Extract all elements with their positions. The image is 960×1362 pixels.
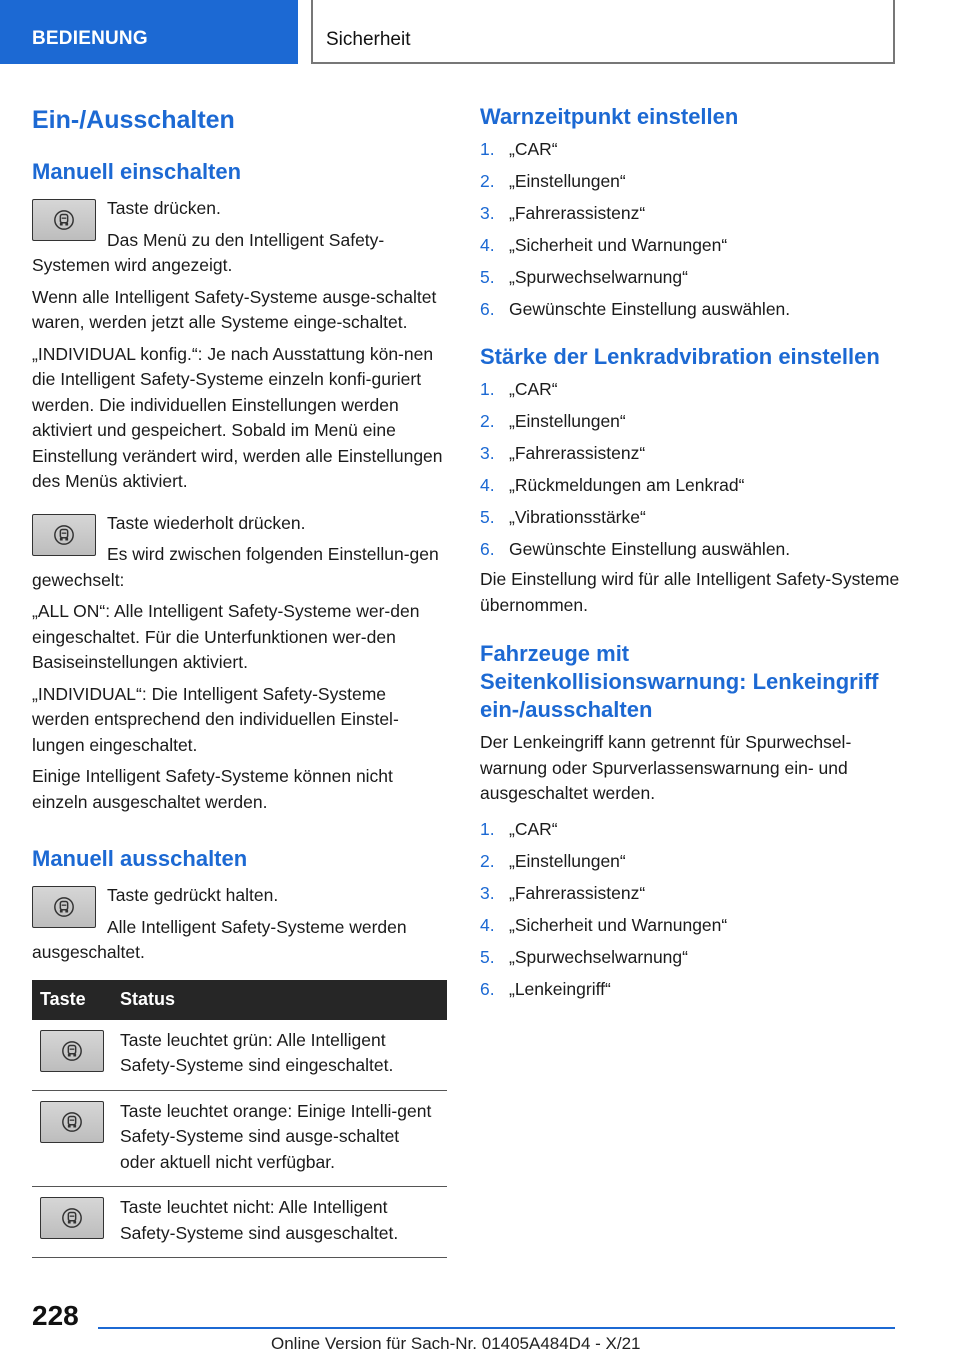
collision-steps: [480, 813, 900, 1005]
column-header: Status: [120, 989, 176, 1009]
car-shield-icon: [40, 1197, 104, 1239]
list-item: 4. „Sicherheit und Warnungen“: [480, 235, 728, 255]
list-item: 1. „CAR“: [480, 139, 558, 159]
page-number: 228: [32, 1300, 79, 1331]
paragraph: Einige Intelligent Safety-Systeme können nicht einzeln ausgeschaltet werden.: [32, 766, 393, 812]
list-item: 3. „Fahrerassistenz“: [480, 882, 646, 903]
footer-version-text: Online Version für Sach-Nr. 01405A484D4 - X/21: [271, 1334, 641, 1353]
list-item: 2. „Einstellungen“: [480, 850, 626, 871]
list-item: 3. „Fahrerassistenz“: [480, 203, 646, 223]
paragraph: Der Lenkeingriff kann getrennt für Spurwechsel-warnung oder Spurverlassenswarnung ein- und ausgeschaltet werden.: [480, 732, 852, 803]
list-item: 1. „CAR“: [480, 818, 558, 839]
paragraph: Alle Intelligent Safety-Systeme werden ausgeschaltet.: [32, 916, 407, 962]
vibration-heading: Stärke der Lenkradvibration einstellen: [480, 344, 880, 369]
chapter-tab: [311, 0, 895, 64]
paragraph: Taste wiederholt drücken.: [107, 512, 306, 533]
list-item: 3. „Fahrerassistenz“: [480, 443, 646, 463]
table-row: [32, 1187, 447, 1258]
right-column: [480, 100, 900, 1005]
column-header: Taste: [40, 989, 86, 1009]
car-shield-icon: [32, 886, 96, 928]
paragraph: Taste drücken.: [107, 198, 221, 218]
page-footer: [0, 1290, 960, 1362]
car-shield-icon: [40, 1030, 104, 1072]
collision-heading: Fahrzeuge mit Seitenkollisionswarnung: Lenkeingriff ein-/ausschalten: [480, 641, 879, 722]
list-item: 1. „CAR“: [480, 379, 558, 399]
list-item: 5. „Spurwechselwarnung“: [480, 267, 688, 287]
paragraph: „ALL ON“: Alle Intelligent Safety-Systeme wer-den eingeschaltet. Für die Unterfunktionen wer-den Basiseinstellungen aktiviert.: [32, 601, 420, 672]
paragraph: Taste gedrückt halten.: [107, 885, 279, 905]
manual-off-heading: Manuell ausschalten: [32, 846, 248, 871]
status-cell: Taste leuchtet nicht: Alle Intelligent Safety-Systeme sind ausgeschaltet.: [112, 1187, 447, 1258]
list-item: 6. Gewünschte Einstellung auswählen.: [480, 299, 791, 319]
status-table: [32, 980, 447, 1259]
section-tab: [0, 0, 298, 64]
footer-divider: [98, 1327, 895, 1329]
vibration-steps: [480, 373, 900, 565]
press-button-instruction: [32, 196, 447, 222]
page-header: [0, 0, 960, 66]
list-item: 2. „Einstellungen“: [480, 411, 626, 431]
warn-steps: [480, 133, 900, 325]
paragraph: Es wird zwischen folgenden Einstellun-gen gewechselt:: [32, 544, 439, 590]
press-repeat-instruction: [32, 511, 447, 537]
left-column: [32, 100, 447, 1258]
paragraph: „INDIVIDUAL“: Die Intelligent Safety-Systeme werden entsprechend den individuellen Einstel-lungen eingeschaltet.: [32, 683, 399, 755]
table-row: [32, 1090, 447, 1187]
list-item: 6. „Lenkeingriff“: [480, 978, 611, 999]
car-shield-icon: [40, 1101, 104, 1143]
paragraph: Wenn alle Intelligent Safety-Systeme ausge-schaltet waren, werden jetzt alle Systeme einge-schaltet.: [32, 286, 437, 332]
paragraph: „INDIVIDUAL konfig.“: Je nach Ausstattung kön-nen die Intelligent Safety-Systeme einzeln konfi-guriert werden. Die individuellen Einstellungen werden aktiviert und gespeichert. Sobald im Menü eine Einstellung verändert wird, werden alle Einstellungen des Menüs aktiviert.: [32, 343, 443, 491]
list-item: 5. „Vibrationsstärke“: [480, 507, 646, 527]
list-item: 4. „Sicherheit und Warnungen“: [480, 914, 728, 935]
section-label: BEDIENUNG: [32, 28, 148, 49]
car-shield-icon: [32, 514, 96, 556]
warn-heading: Warnzeitpunkt einstellen: [480, 104, 739, 129]
section-title: Ein-/Ausschalten: [32, 106, 235, 134]
manual-on-heading: Manuell einschalten: [32, 159, 242, 184]
chapter-label: Sicherheit: [326, 29, 411, 50]
list-item: 5. „Spurwechselwarnung“: [480, 946, 688, 967]
paragraph: Das Menü zu den Intelligent Safety-Systemen wird angezeigt.: [32, 229, 385, 275]
list-item: 4. „Rückmeldungen am Lenkrad“: [480, 475, 745, 495]
table-header-row: [32, 980, 447, 1020]
list-item: 2. „Einstellungen“: [480, 171, 626, 191]
table-row: [32, 1020, 447, 1091]
status-cell: Taste leuchtet orange: Einige Intelli-gent Safety-Systeme sind ausge-schaltet oder aktuell nicht verfügbar.: [112, 1090, 447, 1187]
status-cell: Taste leuchtet grün: Alle Intelligent Safety-Systeme sind eingeschaltet.: [112, 1020, 447, 1091]
car-shield-icon: [32, 199, 96, 241]
paragraph: Die Einstellung wird für alle Intelligent Safety-Systeme übernommen.: [480, 569, 900, 615]
hold-button-instruction: [32, 883, 447, 909]
list-item: 6. Gewünschte Einstellung auswählen.: [480, 539, 791, 559]
